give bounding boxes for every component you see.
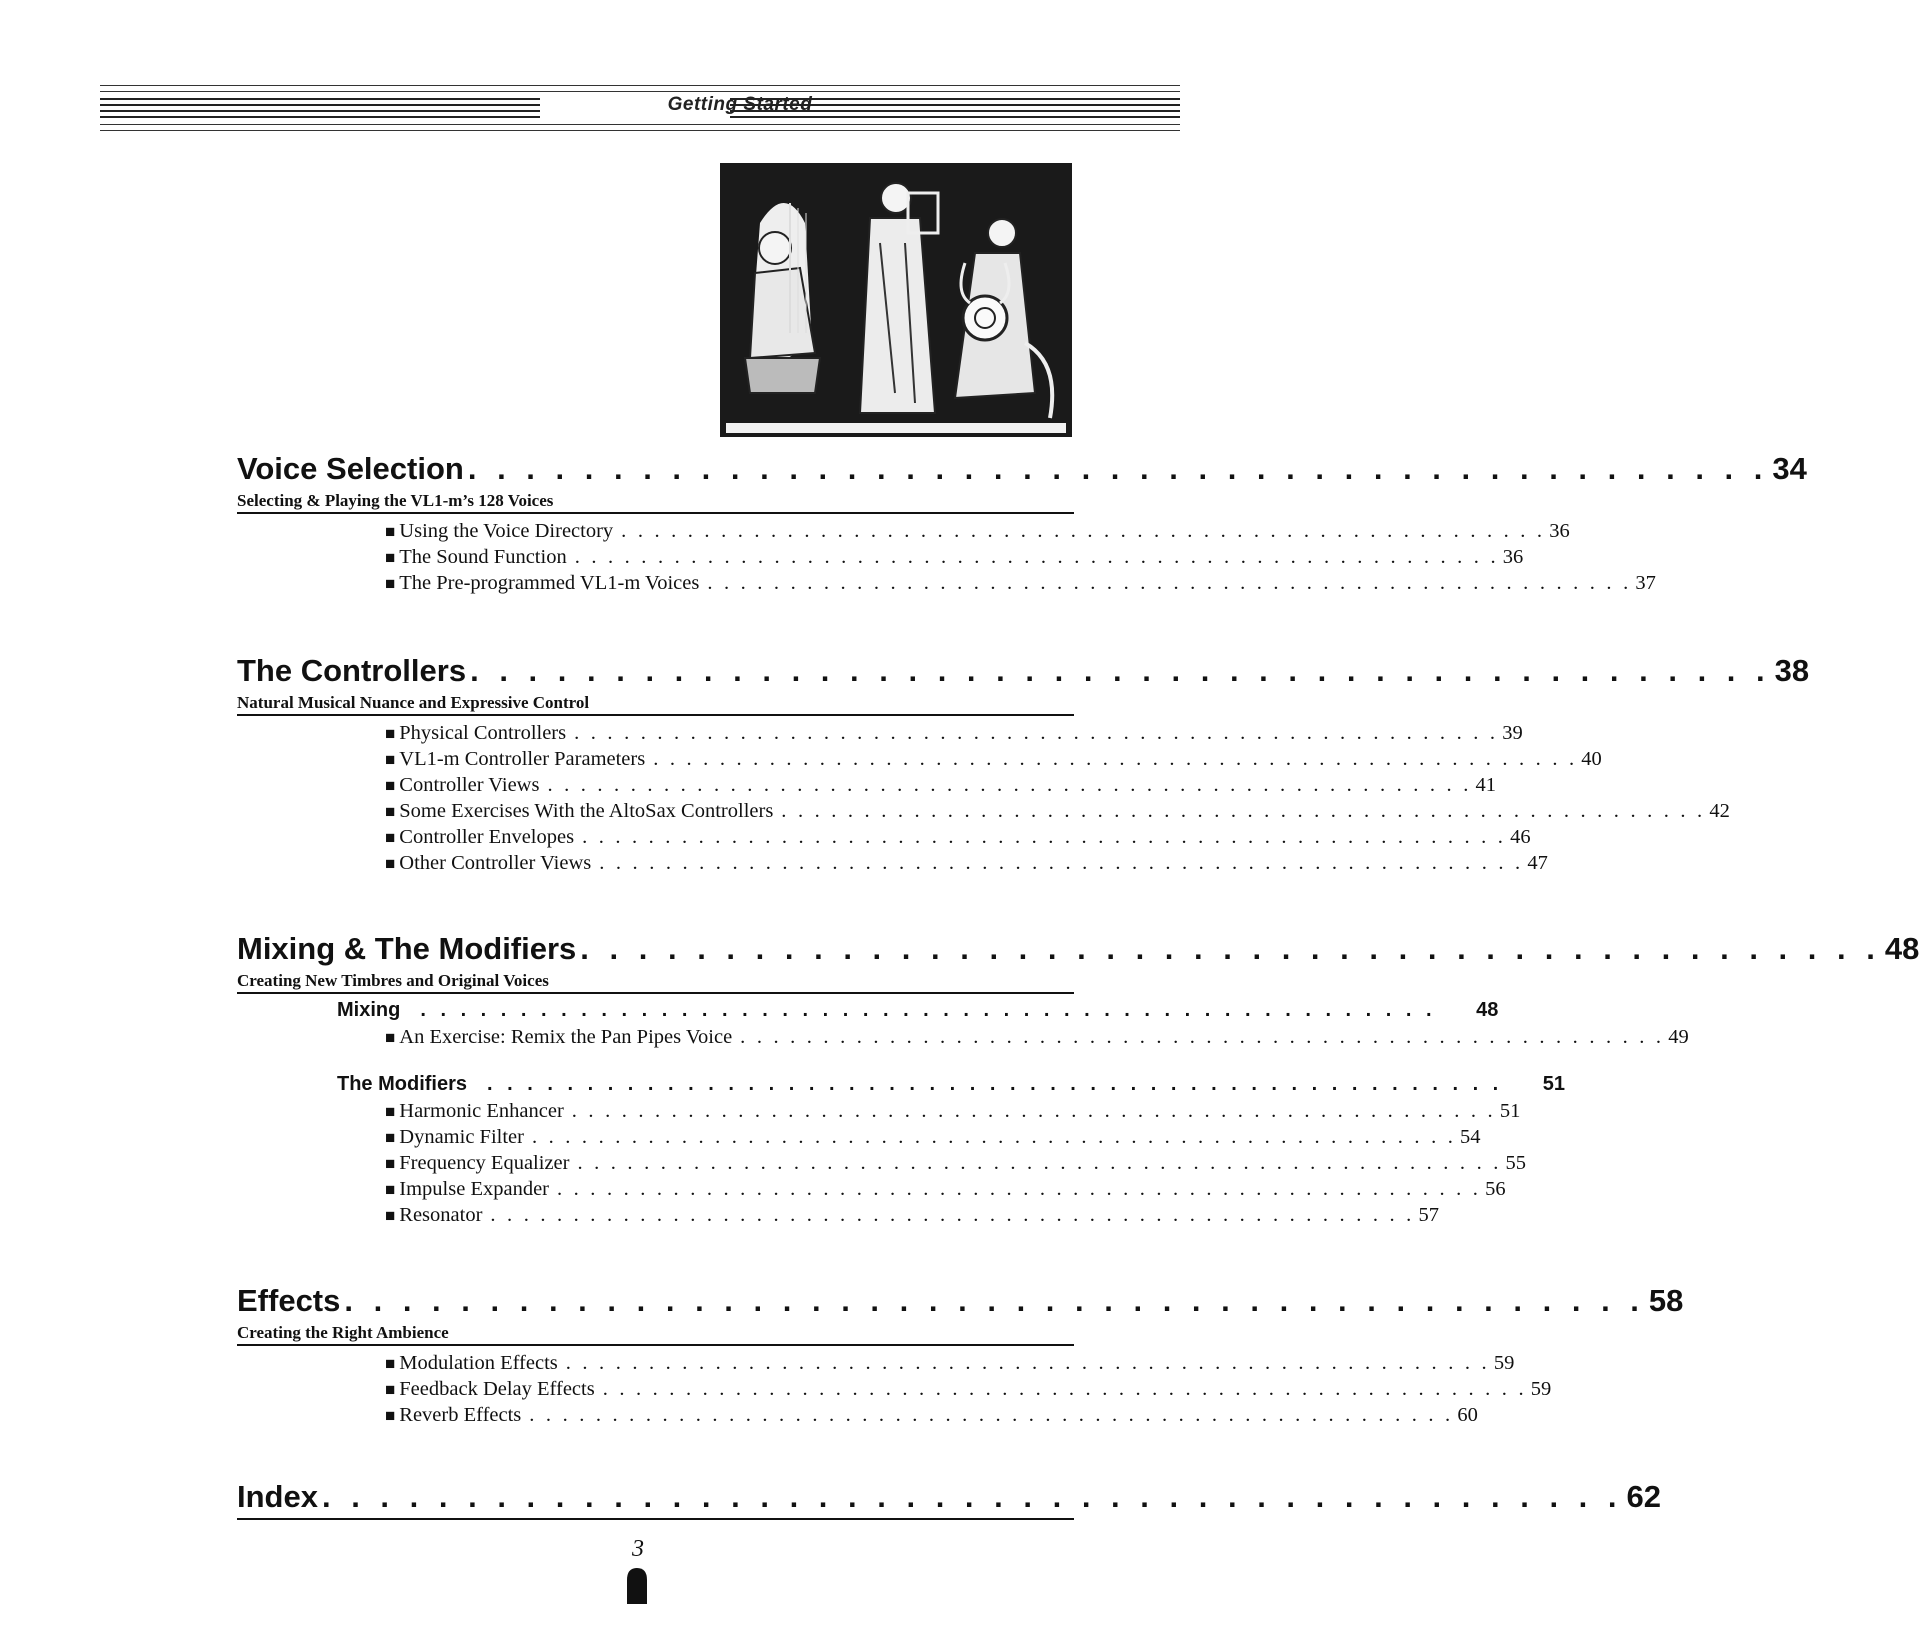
toc-section-mixing [237,928,1919,1228]
toc-item[interactable]: ■ Other Controller Views . . . . . . . . . . . . . . . . . . . . . . . . . . . . . . . . . . . . . . . . . . . . . . . . . . . . . . . . 47 [385,850,1074,876]
toc-section-subtitle: Creating the Right Ambience [237,1322,1074,1346]
page-number: 3 [632,1536,644,1562]
toc-section-heading[interactable] [237,1280,1684,1322]
square-bullet-icon: ■ [385,522,396,541]
square-bullet-icon: ■ [385,1180,396,1199]
square-bullet-icon: ■ [385,1102,396,1121]
leader-dots: . . . . . . . . . . . . . . . . . . . . . . . . . . . . . . . . . . . . . . . . . . . . . . . . . . . . . . . . [621,520,1546,542]
leader-dots: . . . . . . . . . . . . . . . . . . . . . . . . . . . . . . . . . . . . . . . . . . . . . . . . . . . . . . . . [707,572,1632,594]
toc-section-effects [237,1280,1684,1428]
square-bullet-icon: ■ [385,1128,396,1147]
toc-item[interactable]: ■ Modulation Effects . . . . . . . . . . . . . . . . . . . . . . . . . . . . . . . . . . . . . . . . . . . . . . . . . . . . . . . . 59 [385,1350,1074,1376]
square-bullet-icon: ■ [385,1154,396,1173]
toc-section-page: 38 [1774,653,1810,688]
toc-section-heading[interactable] [237,1476,1661,1518]
leader-dots: . . . . . . . . . . . . . . . . . . . . . . . . . . . . . . . . . . . . . . . . . . . . . . . . . . . [420,999,1437,1021]
toc-item[interactable]: ■ Some Exercises With the AltoSax Controllers . . . . . . . . . . . . . . . . . . . . . . . . . . . . . . . . . . . . . . . . . . . . . . . . . . . . . . . . 42 [385,798,1074,824]
toc-section-subtitle: Natural Musical Nuance and Expressive Control [237,692,1074,716]
toc-subheading-modifiers[interactable]: The Modifiers . . . . . . . . . . . . . . . . . . . . . . . . . . . . . . . . . . . . . . . . . . . . . . . . . . . 51 [237,1070,1074,1098]
leader-dots: . . . . . . . . . . . . . . . . . . . . . . . . . . . . . . . . . . . . . . . . . . . . . . . . . . . . . . . . [582,826,1507,848]
square-bullet-icon: ■ [385,1380,396,1399]
greek-musicians-illustration [720,163,1072,437]
leader-dots: . . . . . . . . . . . . . . . . . . . . . . . . . . . . . . . . . . . . . . . . . . . . . . . . . . . . . . . . [557,1178,1482,1200]
square-bullet-icon: ■ [385,1354,396,1373]
leader-dots: . . . . . . . . . . . . . . . . . . . . . . . . . . . . . . . . . . . . . . . . . . . . . . . . . . . . . . . . [529,1404,1454,1426]
square-bullet-icon: ■ [385,854,396,873]
toc-section-subtitle: Creating New Timbres and Original Voices [237,970,1074,994]
leader-dots: . . . . . . . . . . . . . . . . . . . . . . . . . . . . . . . . . . . . . . . . . . . . . . . . . . . [487,1073,1503,1095]
toc-section-page: 34 [1772,451,1807,486]
leader-dots: . . . . . . . . . . . . . . . . . . . . . . . . . . . . . . . . . . . . . . . . . . . . . . . . . . . . . . . . [490,1204,1415,1226]
toc-section-page: 62 [1626,1479,1661,1514]
toc-section-heading[interactable] [237,448,1807,490]
toc-section-voice-selection [237,448,1807,596]
toc-item[interactable]: ■ An Exercise: Remix the Pan Pipes Voice . . . . . . . . . . . . . . . . . . . . . . . . . . . . . . . . . . . . . . . . . . . . . . . . . . . . . . . . 49 [385,1024,1074,1050]
toc-item[interactable]: ■ Harmonic Enhancer . . . . . . . . . . . . . . . . . . . . . . . . . . . . . . . . . . . . . . . . . . . . . . . . . . . . . . . . 51 [385,1098,1074,1124]
toc-section-title: The Controllers [237,653,467,688]
square-bullet-icon: ■ [385,1206,396,1225]
leader-dots: . . . . . . . . . . . . . . . . . . . . . . . . . . . . . . . . . . . . . . . . . . . . . . . . . . . . . . . . [547,774,1472,796]
square-bullet-icon: ■ [385,1406,396,1425]
leader-dots: . . . . . . . . . . . . . . . . . . . . . . . . . . . . . . . . . . . . . . . . . . . . . [321,1479,1623,1514]
square-bullet-icon: ■ [385,776,396,795]
toc-section-title: Voice Selection [237,451,464,486]
page-tab-icon [627,1568,647,1604]
toc-section-page: 58 [1648,1283,1684,1318]
leader-dots: . . . . . . . . . . . . . . . . . . . . . . . . . . . . . . . . . . . . . . . . . . . . . . . . . . . . . . . . [577,1152,1502,1174]
toc-item[interactable]: ■ Physical Controllers . . . . . . . . . . . . . . . . . . . . . . . . . . . . . . . . . . . . . . . . . . . . . . . . . . . . . . . . 39 [385,720,1074,746]
table-of-contents [237,448,1919,1520]
toc-section-title: Effects [237,1283,341,1318]
leader-dots: . . . . . . . . . . . . . . . . . . . . . . . . . . . . . . . . . . . . . . . . . . . . . . . . . . . . . . . . [599,852,1524,874]
running-header [100,85,1180,131]
toc-subheading-mixing[interactable]: Mixing . . . . . . . . . . . . . . . . . . . . . . . . . . . . . . . . . . . . . . . . . . . . . . . . . . . 48 [237,996,1074,1024]
leader-dots: . . . . . . . . . . . . . . . . . . . . . . . . . . . . . . . . . . . . . . . . . . . . . . . . . . . . . . . . [531,1126,1457,1148]
leader-dots: . . . . . . . . . . . . . . . . . . . . . . . . . . . . . . . . . . . . . . . . . . . . . . . . . . . . . . . . [602,1378,1527,1400]
toc-section-title: Index [237,1479,318,1514]
leader-dots: . . . . . . . . . . . . . . . . . . . . . . . . . . . . . . . . . . . . . . . . . . . . . . . . . . . . . . . . [571,1100,1496,1122]
leader-dots: . . . . . . . . . . . . . . . . . . . . . . . . . . . . . . . . . . . . . . . . . . . . . . . . . . . . . . . . [565,1352,1490,1374]
square-bullet-icon: ■ [385,548,396,567]
leader-dots: . . . . . . . . . . . . . . . . . . . . . . . . . . . . . . . . . . . . . . . . . . . . . . . . . . . . . . . . [740,1026,1665,1048]
toc-item[interactable]: ■ Using the Voice Directory . . . . . . . . . . . . . . . . . . . . . . . . . . . . . . . . . . . . . . . . . . . . . . . . . . . . . . . . 36 [385,518,1074,544]
toc-section-heading[interactable] [237,650,1810,692]
section-title: Getting Started [667,94,813,115]
toc-section-index [237,1476,1661,1520]
toc-item[interactable]: ■ The Pre-programmed VL1-m Voices . . . . . . . . . . . . . . . . . . . . . . . . . . . . . . . . . . . . . . . . . . . . . . . . . . . . . . . . 37 [385,570,1074,596]
toc-section-subtitle: Selecting & Playing the VL1-m’s 128 Voices [237,490,1074,514]
toc-item[interactable]: ■ Reverb Effects . . . . . . . . . . . . . . . . . . . . . . . . . . . . . . . . . . . . . . . . . . . . . . . . . . . . . . . . 60 [385,1402,1074,1428]
square-bullet-icon: ■ [385,750,396,769]
leader-dots: . . . . . . . . . . . . . . . . . . . . . . . . . . . . . . . . . . . . . . . . . . . . . [467,451,1769,486]
leader-dots: . . . . . . . . . . . . . . . . . . . . . . . . . . . . . . . . . . . . . . . . . . . . . . . . . . . . . . . . [781,800,1706,822]
toc-section-title: Mixing & The Modifiers [237,931,577,966]
leader-dots: . . . . . . . . . . . . . . . . . . . . . . . . . . . . . . . . . . . . . . . . . . . . . [580,931,1881,966]
toc-section-page: 48 [1884,931,1919,966]
toc-item[interactable]: ■ Dynamic Filter . . . . . . . . . . . . . . . . . . . . . . . . . . . . . . . . . . . . . . . . . . . . . . . . . . . . . . . . 54 [385,1124,1074,1150]
toc-item[interactable]: ■ Frequency Equalizer . . . . . . . . . . . . . . . . . . . . . . . . . . . . . . . . . . . . . . . . . . . . . . . . . . . . . . . . 55 [385,1150,1074,1176]
leader-dots: . . . . . . . . . . . . . . . . . . . . . . . . . . . . . . . . . . . . . . . . . . . . . [470,653,1771,688]
toc-item[interactable]: ■ Impulse Expander . . . . . . . . . . . . . . . . . . . . . . . . . . . . . . . . . . . . . . . . . . . . . . . . . . . . . . . . 56 [385,1176,1074,1202]
leader-dots: . . . . . . . . . . . . . . . . . . . . . . . . . . . . . . . . . . . . . . . . . . . . . [344,1283,1645,1318]
toc-section-heading[interactable] [237,928,1919,970]
square-bullet-icon: ■ [385,802,396,821]
toc-item[interactable]: ■ Controller Envelopes . . . . . . . . . . . . . . . . . . . . . . . . . . . . . . . . . . . . . . . . . . . . . . . . . . . . . . . . 46 [385,824,1074,850]
toc-section-controllers [237,650,1810,876]
square-bullet-icon: ■ [385,1028,396,1047]
toc-item[interactable]: ■ Controller Views . . . . . . . . . . . . . . . . . . . . . . . . . . . . . . . . . . . . . . . . . . . . . . . . . . . . . . . . 41 [385,772,1074,798]
toc-item[interactable]: ■ Resonator . . . . . . . . . . . . . . . . . . . . . . . . . . . . . . . . . . . . . . . . . . . . . . . . . . . . . . . . 57 [385,1202,1074,1228]
leader-dots: . . . . . . . . . . . . . . . . . . . . . . . . . . . . . . . . . . . . . . . . . . . . . . . . . . . . . . . . [574,546,1499,568]
square-bullet-icon: ■ [385,724,396,743]
square-bullet-icon: ■ [385,574,396,593]
leader-dots: . . . . . . . . . . . . . . . . . . . . . . . . . . . . . . . . . . . . . . . . . . . . . . . . . . . . . . . . [574,722,1499,744]
leader-dots: . . . . . . . . . . . . . . . . . . . . . . . . . . . . . . . . . . . . . . . . . . . . . . . . . . . . . . . . [653,748,1578,770]
toc-item[interactable]: ■ The Sound Function . . . . . . . . . . . . . . . . . . . . . . . . . . . . . . . . . . . . . . . . . . . . . . . . . . . . . . . . 36 [385,544,1074,570]
square-bullet-icon: ■ [385,828,396,847]
toc-item[interactable]: ■ VL1-m Controller Parameters . . . . . . . . . . . . . . . . . . . . . . . . . . . . . . . . . . . . . . . . . . . . . . . . . . . . . . . . 40 [385,746,1074,772]
toc-item[interactable]: ■ Feedback Delay Effects . . . . . . . . . . . . . . . . . . . . . . . . . . . . . . . . . . . . . . . . . . . . . . . . . . . . . . . . 59 [385,1376,1074,1402]
